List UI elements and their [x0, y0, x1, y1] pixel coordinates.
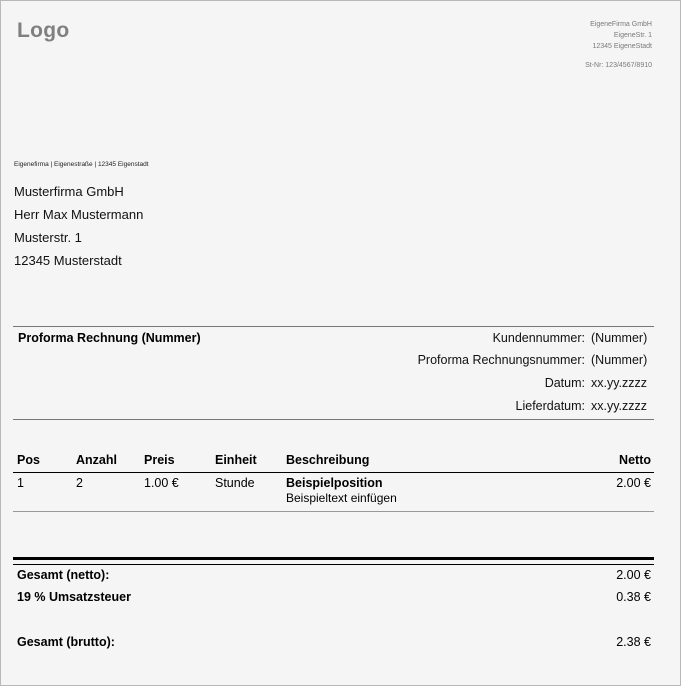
col-pos-header: Pos: [17, 453, 40, 467]
sender-city: 12345 EigeneStadt: [592, 43, 652, 50]
col-netto-header: Netto: [619, 453, 651, 467]
meta-label: Datum:: [544, 376, 585, 390]
item-description: Beispieltext einfügen: [286, 491, 397, 505]
sender-tax-number: St-Nr: 123/4567/8910: [585, 62, 652, 69]
meta-value: xx.yy.zzzz: [591, 399, 648, 413]
total-gross-label: Gesamt (brutto):: [17, 635, 115, 649]
recipient-address: [14, 180, 143, 272]
cell-anzahl: 2: [76, 476, 83, 490]
meta-value: (Nummer): [591, 353, 648, 367]
meta-invoice-number: [418, 353, 651, 367]
col-beschreibung-header: Beschreibung: [286, 453, 370, 467]
cell-pos: 1: [17, 476, 24, 490]
meta-label: Lieferdatum:: [515, 399, 585, 413]
total-gross-value: 2.38 €: [616, 635, 651, 649]
meta-value: (Nummer): [591, 331, 648, 345]
item-title: Beispielposition: [286, 476, 383, 490]
meta-label: Proforma Rechnungsnummer:: [417, 353, 585, 367]
meta-label: Kundennummer:: [492, 331, 585, 345]
logo: Logo: [17, 19, 70, 42]
sender-street: EigeneStr. 1: [613, 32, 652, 39]
meta-value: xx.yy.zzzz: [591, 376, 648, 390]
items-bottom-divider: [13, 511, 654, 512]
totals-thin-rule: [13, 564, 654, 565]
invoice-title: Proforma Rechnung (Nummer): [18, 331, 201, 345]
return-address-line: Eigenefirma | Eigenestraße | 12345 Eigenstadt: [14, 161, 149, 168]
meta-customer-number: [493, 331, 651, 345]
recipient-city: 12345 Musterstadt: [14, 253, 122, 268]
recipient-person: Herr Max Mustermann: [14, 207, 144, 222]
sender-address-block: [585, 19, 652, 71]
totals-thick-rule: [13, 557, 654, 560]
meta-delivery-date: [516, 399, 651, 413]
meta-top-divider: [13, 326, 654, 327]
cell-einheit: Stunde: [215, 476, 255, 490]
cell-preis: 1.00 €: [144, 476, 179, 490]
total-vat-label: 19 % Umsatzsteuer: [17, 590, 131, 604]
items-header-divider: [13, 472, 654, 473]
meta-date: [545, 376, 651, 390]
total-net-value: 2.00 €: [616, 568, 651, 582]
col-einheit-header: Einheit: [215, 453, 257, 467]
col-anzahl-header: Anzahl: [76, 453, 117, 467]
meta-bottom-divider: [13, 419, 654, 420]
recipient-company: Musterfirma GmbH: [14, 184, 124, 199]
col-preis-header: Preis: [144, 453, 175, 467]
cell-netto: 2.00 €: [616, 476, 651, 490]
total-net-label: Gesamt (netto):: [17, 568, 110, 582]
cell-beschreibung: [286, 476, 397, 505]
recipient-street: Musterstr. 1: [14, 230, 82, 245]
sender-company: EigeneFirma GmbH: [590, 21, 652, 28]
total-vat-value: 0.38 €: [616, 590, 651, 604]
